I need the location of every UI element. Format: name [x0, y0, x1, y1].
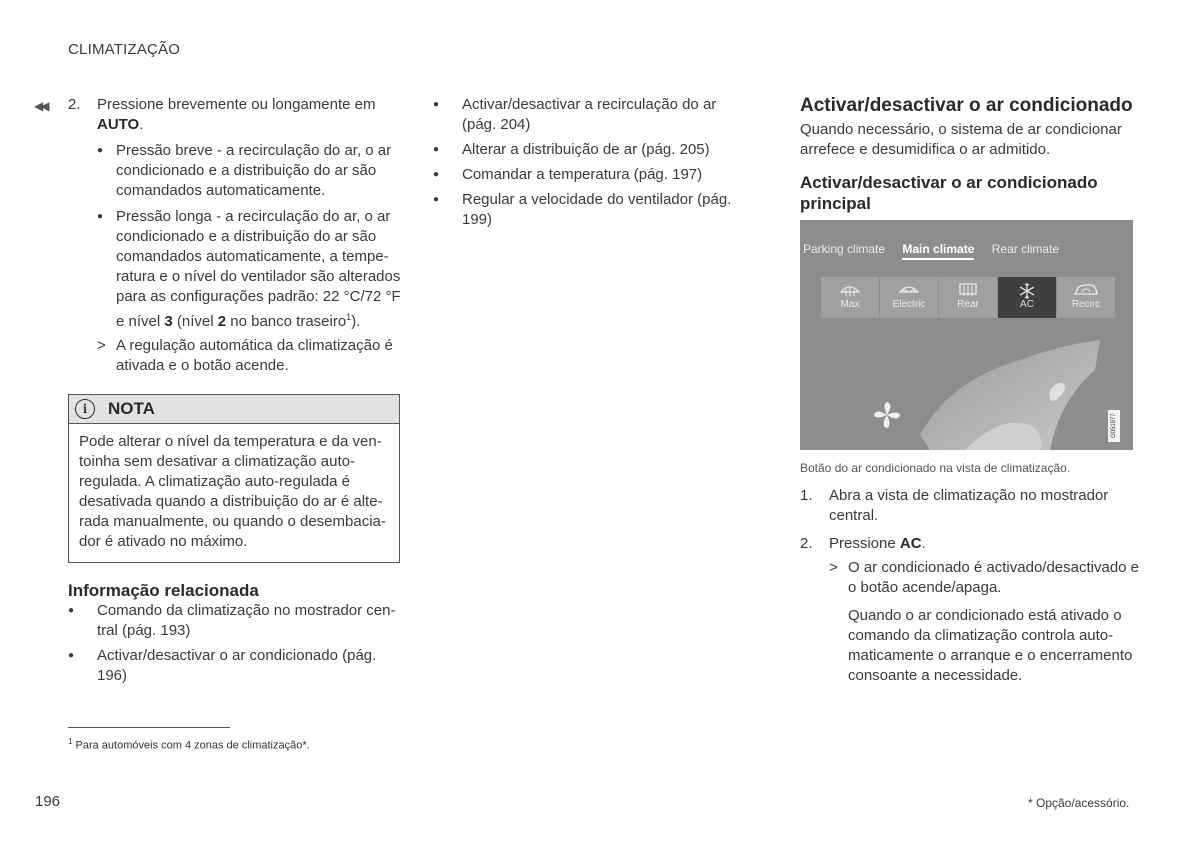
electric-defrost-button[interactable]	[880, 277, 939, 318]
button-label: Max	[840, 299, 860, 310]
bullet-long-press	[97, 207, 402, 332]
result-marker: >	[829, 559, 838, 576]
button-label: AC	[1020, 299, 1034, 310]
bullet-text-mid: (nível	[176, 313, 214, 330]
bullet-text-end: ).	[351, 313, 361, 330]
footnote	[68, 732, 310, 756]
result	[97, 336, 402, 376]
related-link[interactable]: ● Activar/desactivar a recirculação do ar (pág. 204)	[433, 95, 733, 135]
related-link[interactable]: ● Alterar a distribuição de ar (pág. 205)	[433, 140, 733, 160]
column-3	[800, 95, 1140, 686]
section-heading: Activar/desactivar o ar condicionado	[800, 95, 1133, 116]
tab-parking-climate[interactable]: Parking climate	[803, 242, 886, 256]
tab-rear-climate[interactable]: Rear climate	[991, 242, 1060, 256]
recirc-button[interactable]	[1057, 277, 1116, 318]
footnote-number: 1	[68, 737, 73, 746]
step-1	[800, 486, 1140, 526]
climate-screen-image	[800, 220, 1133, 450]
tab-main-climate[interactable]: Main climate	[902, 242, 974, 260]
bullet-text-post: no banco traseiro	[230, 313, 347, 330]
chapter-title: CLIMATIZAÇÃO	[68, 41, 181, 58]
seat-illustration	[910, 340, 1110, 450]
footnote-ref: 1	[346, 312, 352, 322]
continued-arrow-icon: ◀◀	[34, 99, 47, 113]
info-icon: i	[75, 399, 95, 419]
level-value: 3	[164, 313, 173, 330]
note-title: NOTA	[108, 399, 155, 418]
ac-keyword: AC	[899, 535, 922, 552]
footnote-divider	[68, 727, 230, 728]
option-note: * Opção/acessório.	[1028, 796, 1130, 810]
button-label: Recirc	[1071, 299, 1101, 310]
auto-keyword: AUTO	[97, 116, 140, 133]
related-link[interactable]: ● Comando da climatização no mostrador central (pág. 193)	[68, 601, 402, 641]
button-label: Rear	[957, 299, 979, 310]
rear-defrost-button[interactable]	[939, 277, 998, 318]
result-text: O ar condicionado é activado/desactivado e o botão acende/apaga.	[848, 559, 1140, 596]
note-body: Pode alterar o nível da temperatura e da ventoinha sem desativar a climatização auto-regulada. A climatização auto-regulada é desativada quando a distribuição do ar é alterada manualmente, ou quando o desembaciador é ativado no máximo.	[79, 433, 386, 550]
column-1	[68, 95, 402, 686]
note-box	[68, 394, 400, 563]
intro-text: Quando necessário, o sistema de ar condicionar arrefece e desumidifica o ar admitido.	[800, 121, 1122, 158]
max-defrost-button[interactable]	[821, 277, 880, 318]
bullet-text: Pressão longa - a recirculação do ar, o ar condicionado e a distribuição do ar são comandados automaticamente, a temperatura e o nível do ventilador são alterados para as configurações padrão: 22 °C/72 °F e nível	[116, 208, 401, 330]
punct: .	[921, 535, 926, 552]
related-heading: Informação relacionada	[68, 581, 259, 600]
step-2	[68, 95, 402, 135]
figure-caption: Botão do ar condicionado na vista de climatização.	[800, 461, 1071, 475]
bullet-short-press: ● Pressão breve - a recirculação do ar, o ar condicionado e a distribuição do ar são comandados automaticamente.	[97, 141, 402, 201]
footnote-text: Para automóveis com 4 zonas de climatização*.	[75, 739, 310, 752]
page-number: 196	[35, 793, 61, 810]
step-text: Abra a vista de climatização no mostrador central.	[829, 487, 1109, 524]
note-header	[69, 395, 399, 424]
step-text: Pressione brevemente ou longamente em	[97, 96, 376, 113]
result-text: A regulação automática da climatização é ativada e o botão acende.	[116, 337, 393, 374]
related-link[interactable]: ● Comandar a temperatura (pág. 197)	[433, 165, 733, 185]
result-extra: Quando o ar condicionado está ativado o comando da climatização controla automaticamente o arranque e o encerramento consoante a necessidade.	[848, 607, 1133, 684]
image-code: G051977	[1108, 410, 1120, 442]
step-number: 2.	[68, 96, 81, 113]
result-marker: >	[97, 337, 106, 354]
related-link[interactable]: ● Activar/desactivar o ar condicionado (pág. 196)	[68, 646, 402, 686]
climate-button-row	[821, 277, 1116, 318]
step-number: 1.	[800, 487, 813, 504]
subsection-heading: Activar/desactivar o ar condicionado principal	[800, 173, 1098, 213]
column-2	[433, 95, 733, 230]
punct: .	[139, 116, 144, 133]
button-label: Electric	[892, 299, 926, 310]
related-link[interactable]: ● Regular a velocidade do ventilador (pág. 199)	[433, 190, 733, 230]
step-number: 2.	[800, 535, 813, 552]
fan-icon	[872, 400, 902, 430]
rear-level-value: 2	[217, 313, 227, 330]
step-text: Pressione	[829, 535, 896, 552]
ac-button[interactable]	[998, 277, 1057, 318]
result	[829, 558, 1140, 598]
step-2	[800, 534, 1140, 554]
climate-tabs	[803, 239, 1073, 259]
